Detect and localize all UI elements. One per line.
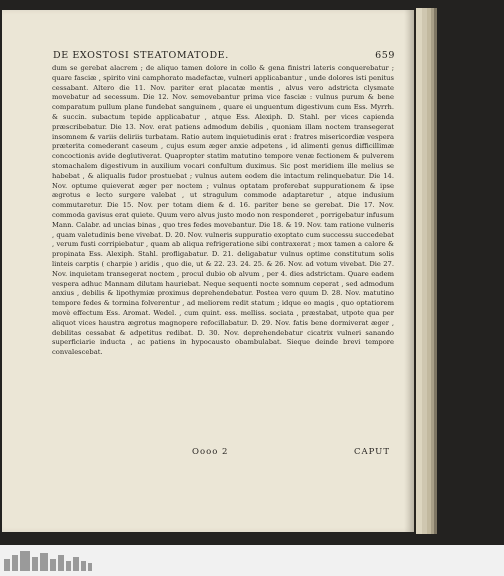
page-number: 659	[375, 50, 395, 61]
library-logo-icon	[4, 549, 104, 573]
catchword: CAPUT	[353, 447, 390, 457]
body-text: dum se gerebat alacrem ; de aliquo tamen dolore in collo & gena finistri lateris conquerebatur ; quare fasciæ , spirito vini camphorato madefactæ, vulneri applicabantur , unde dolores isti penitus cessabant. Altero die 11. Nov. pariter erat placatæ mentis , alvus vero adstricta clysmate movebatur ad secessum. Die 12. Nov. semovebantur prima vice fasciæ : vulnus purum & bene comparatum pullum plane fundebat sanguinem , quare ei unguentum digestivum cum Ess. Myrrh. & succin. subactum tepide applicabatur , atque Ess. Alexiph. D. Stahl. per vices capienda præscribebatur. Die 13. Nov. erat patiens admodum debilis , quoniam illam noctem transegerat insomnem & variis deliriis turbatam. Ratio autem inquietudinis erat : fratres misericordiæ vespera præterita comederant caseum , cujus esum æger anxie adpetens , id alimenti genus difficillimæ concoctionis avide deglutiverat. Quapropter statim matutino tempore venæ fectionem & pulverem stomachalem digestivum in auxilium vocari confultum duximus. Sic post meridiem ille melius se habebat , & aliqualis fudor prostuebat ; vulnus autem eodem die intactum relinquebatur. Die 14. Nov. optume quieverat æger per noctem ; vulnus optatam proferebat suppurationem & ipse ægrotus e lecto surgere valebat , ut stragulum commode adaptaretur , atque indusium commutaretur. Die 15. Nov. per totam diem & d. 16. pariter bene se gerebat. Die 17. Nov. commoda gavisus erat quiete. Quum vero alvus justo modo non responderet , porrigebatur infusum Mann. Calabr. ad uncias binas , quo tres fedes movebantur. Die 18. & 19. Nov. tam ratione vulneris , quam valetudinis bene vivebat. D. 20. Nov. vulneris suppuratio exoptato cum successu succedebat , verum fusti corripiebatur , quam ab aliqua refrigeratione sibi contraxerat ; mox tamen a calore & propinata Ess. Alexiph. Stahl. profligabatur. D. 21. deligabatur vulnus optime constitutum solis linteis carptis ( charpie ) aridis , quo die, ut & 22. 23. 24. 25. & 26. Nov. ad votum vivebat. Die 27. Nov. inquietam transegerat noctem , procul dubio ob alvum , per 4. dies adstrictam. Quare eadem vespera adhuc Mannam dilutam hauriebat. Neque sequenti nocte somnum ceperat , sed admodum anxius , debilis & lipothymiæ proximus deprehendebatur. Postea vero quum D. 28. Nov. matutino tempore fedes & tormina folverentur , ad meliorem redit statum ; idque eo magis , quo optatiorem movè effectum Ess. Aromat. Wedel. , cum quint. ess. melliss. sociata , præstabat, utpote qua per aliquot vices haustra ægrotus magnopere refocillabatur. D. 29. Nov. fatis bene dormiverat æger , debilitas cessabat & adpetitus redibat. D. 30. Nov. deprehendebatur cicatrix vulneri sanando superficiarie inducta , ac patiens in hypocausto obambulabat. Sieque deinde brevi tempore convalescebat.	[52, 64, 394, 357]
page-footer	[52, 447, 394, 461]
viewer-footer-bar	[0, 545, 504, 576]
page-edge	[434, 8, 437, 534]
signature-mark: Oooo 2	[192, 447, 229, 457]
running-head-title: DE EXOSTOSI STEATOMATODE.	[53, 50, 229, 61]
page-shadow	[404, 10, 416, 532]
